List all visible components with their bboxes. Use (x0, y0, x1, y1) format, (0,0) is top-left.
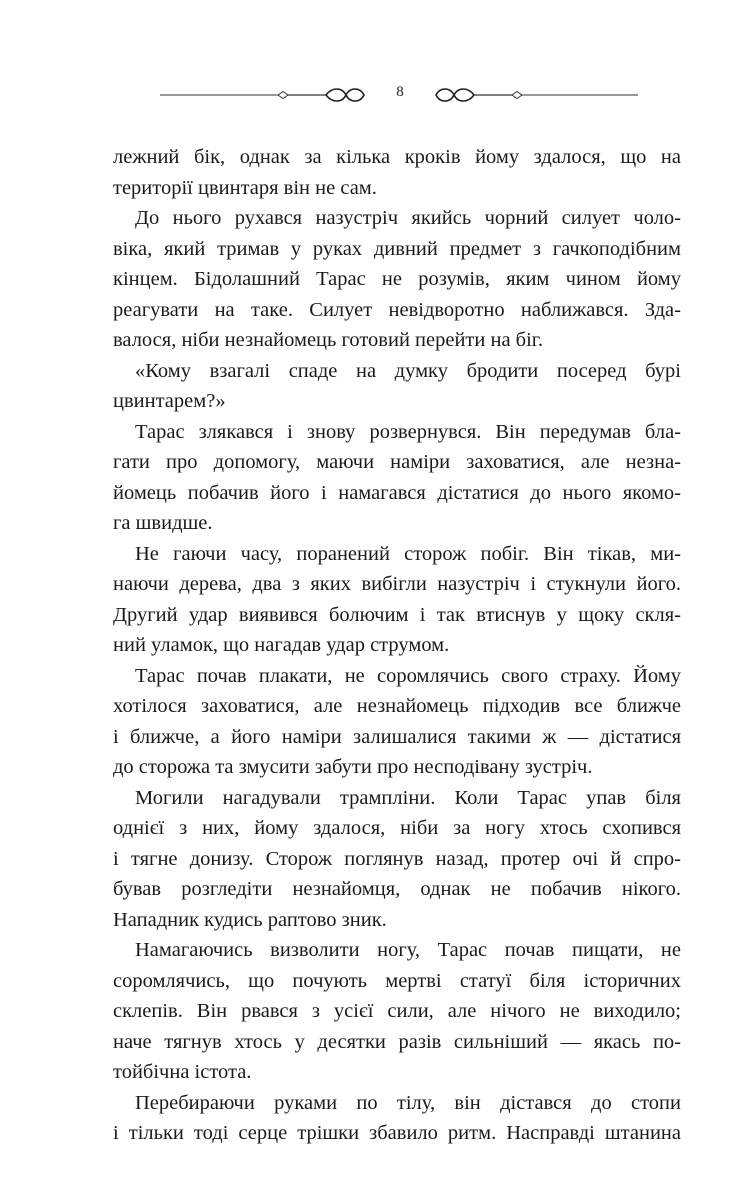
text-line: Тарас почав плакати, не соромлячись свого страху. Йому (135, 664, 681, 687)
text-line: віка, який тримав у руках дивний предмет з гачкоподібним (113, 237, 681, 260)
text-line: Нападник кудись раптово зник. (113, 908, 387, 931)
text-line: га швидше. (113, 512, 213, 534)
text-line: Тарас злякався і знову розвернувся. Він передумав бла- (135, 420, 681, 443)
page-number: 8 (396, 84, 404, 100)
text-line: і ближче, а його наміри залишалися такими ж — дістатися (113, 725, 681, 748)
text-line: кінцем. Бідолашний Тарас не розумів, яким чином йому (113, 268, 681, 290)
text-line: цвинтарем?» (113, 390, 226, 412)
body-text (113, 142, 681, 1149)
text-line: соромлячись, що почують мертві статуї біля історичних (113, 969, 681, 992)
text-line: наче тягнув хтось у десятки разів сильніший — якась по- (113, 1030, 681, 1053)
text-line: Перебираючи руками по тілу, він дістався до стопи (135, 1091, 681, 1114)
text-line: гати про допомогу, маючи наміри заховатися, але незна- (113, 451, 681, 473)
text-line: склепів. Він рвався з усієї сили, але нічого не виходило; (113, 1000, 681, 1022)
text-line: бував розгледіти незнайомця, однак не побачив нікого. (113, 878, 681, 900)
text-line: Намагаючись визволити ногу, Тарас почав пищати, не (135, 939, 681, 961)
text-line: йомець побачив його і намагався дістатися до нього якомо- (113, 481, 681, 504)
text-line: до сторожа та змусити забути про несподівану зустріч. (113, 756, 593, 778)
page-header-ornament (160, 78, 640, 114)
text-line: Не гаючи часу, поранений сторож побіг. Він тікав, ми- (135, 542, 681, 565)
text-line: «Кому взагалі спаде на думку бродити посеред бурі (135, 359, 681, 382)
text-line: реагувати на таке. Силует невідворотно наближався. Зда- (113, 298, 681, 321)
text-line: і тільки тоді серце трішки збавило ритм. Насправді штанина (113, 1122, 681, 1144)
text-line: Могили нагадували трампліни. Коли Тарас упав біля (135, 786, 681, 809)
text-line: Другий удар виявився болючим і так втиснув у щоку скля- (113, 603, 681, 626)
text-line: хотілося заховатися, але незнайомець підходив все ближче (113, 695, 681, 717)
text-line: лежний бік, однак за кілька кроків йому здалося, що на (113, 146, 681, 168)
text-line: ний уламок, що нагадав удар струмом. (113, 634, 450, 656)
text-line: До нього рухався назустріч якийсь чорний силует чоло- (135, 207, 681, 229)
text-line: території цвинтаря він не сам. (113, 176, 377, 199)
text-line: однієї з них, йому здалося, ніби за ногу хтось схопився (113, 817, 681, 839)
text-line: і тягне донизу. Сторож поглянув назад, протер очі й спро- (113, 847, 681, 870)
text-line: наючи дерева, два з яких вибігли назустріч і стукнули його. (113, 573, 681, 595)
text-line: тойбічна істота. (113, 1061, 252, 1083)
text-line: валося, ніби незнайомець готовий перейти на біг. (113, 329, 544, 351)
